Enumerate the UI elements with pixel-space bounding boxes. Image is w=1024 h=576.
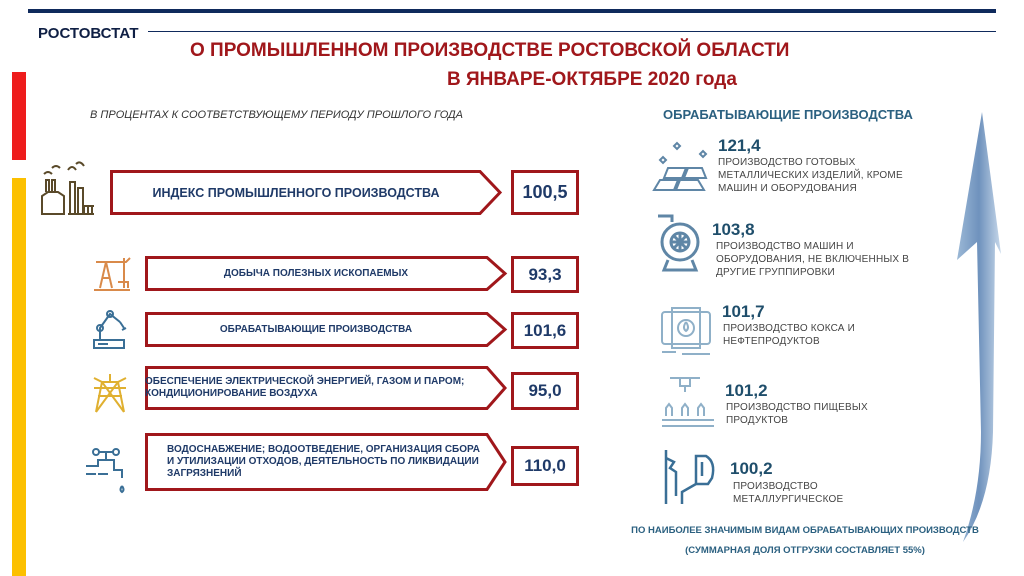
footnote-line2: (СУММАРНАЯ ДОЛЯ ОТГРУЗКИ СОСТАВЛЯЕТ 55%) [685,545,925,556]
item-metal-label: ПРОИЗВОДСТВО ГОТОВЫХ МЕТАЛЛИЧЕСКИХ ИЗДЕЛИЙ, КРОМЕ МАШИН И ОБОРУДОВАНИЯ [718,157,903,194]
page-title-line2: В ЯНВАРЕ-ОКТЯБРЕ 2020 года [447,69,737,90]
row-mining-value: 93,3 [511,256,579,293]
oil-tank-icon [658,306,714,358]
row-water-label: ВОДОСНАБЖЕНИЕ; ВОДООТВЕДЕНИЕ, ОРГАНИЗАЦИЯ СБОРА И УТИЛИЗАЦИИ ОТХОДОВ, ДЕЯТЕЛЬНОСТЬ ПО ЛИКВИДАЦИИ ЗАГРЯЗНЕНИЙ [167,444,481,479]
main-index-value: 100,5 [511,170,579,215]
item-food-label: ПРОИЗВОДСТВО ПИЩЕВЫХ ПРОДУКТОВ [726,402,868,426]
row-mining-box [145,256,507,291]
item-food-value: 101,2 [725,381,768,400]
item-coke-label: ПРОИЗВОДСТВО КОКСА И НЕФТЕПРОДУКТОВ [723,323,856,347]
row-manufacturing-box [145,312,507,347]
welder-icon [662,448,720,506]
item-metallurgy-value: 100,2 [730,459,773,478]
subtitle: В ПРОЦЕНТАХ К СООТВЕТСТВУЮЩЕМУ ПЕРИОДУ ПРОШЛОГО ГОДА [90,109,463,121]
brand-logo-text: РОСТОВСТАТ [38,25,139,42]
growth-arrow-graphic [955,112,1003,542]
footnote-line1: ПО НАИБОЛЕЕ ЗНАЧИМЫМ ВИДАМ ОБРАБАТЫВАЮЩИХ ПРОИЗВОДСТВ [631,525,979,536]
power-tower-icon [92,372,128,414]
item-metal-value: 121,4 [718,136,761,155]
factory-icon [38,158,96,216]
pump-icon [656,214,704,274]
row-manufacturing-label: ОБРАБАТЫВАЮЩИЕ ПРОИЗВОДСТВА [219,323,413,335]
bottling-line-icon [660,376,716,428]
row-mining-label: ДОБЫЧА ПОЛЕЗНЫХ ИСКОПАЕМЫХ [223,267,409,279]
oil-pump-icon [92,252,132,292]
row-energy-value: 95,0 [511,372,579,410]
red-accent-bar [12,72,26,160]
manufacturing-heading: ОБРАБАТЫВАЮЩИЕ ПРОИЗВОДСТВА [663,107,913,122]
yellow-accent-bar [12,178,26,576]
item-metallurgy-label: ПРОИЗВОДСТВО МЕТАЛЛУРГИЧЕСКОЕ [733,481,844,505]
row-water-box [145,433,507,491]
top-rule [28,9,996,13]
item-coke-value: 101,7 [722,302,765,321]
row-energy-box [145,366,507,410]
main-index-box [110,170,502,215]
row-water-value: 110,0 [511,446,579,486]
row-energy-label: ОБЕСПЕЧЕНИЕ ЭЛЕКТРИЧЕСКОЙ ЭНЕРГИЕЙ, ГАЗОМ И ПАРОМ; КОНДИЦИОНИРОВАНИЕ ВОЗДУХА [145,376,465,399]
header-rule [148,31,996,32]
item-machinery-value: 103,8 [712,220,755,239]
main-index-label: ИНДЕКС ПРОМЫШЛЕННОГО ПРОИЗВОДСТВА [152,185,440,200]
page-title-line1: О ПРОМЫШЛЕННОМ ПРОИЗВОДСТВЕ РОСТОВСКОЙ ОБЛАСТИ [190,40,790,61]
robot-arm-icon [92,308,132,350]
row-manufacturing-value: 101,6 [511,312,579,349]
metal-bars-icon [650,140,710,194]
water-tap-icon [84,448,128,494]
item-machinery-label: ПРОИЗВОДСТВО МАШИН И ОБОРУДОВАНИЯ, НЕ ВКЛЮЧЕННЫХ В ДРУГИЕ ГРУППИРОВКИ [716,241,910,278]
